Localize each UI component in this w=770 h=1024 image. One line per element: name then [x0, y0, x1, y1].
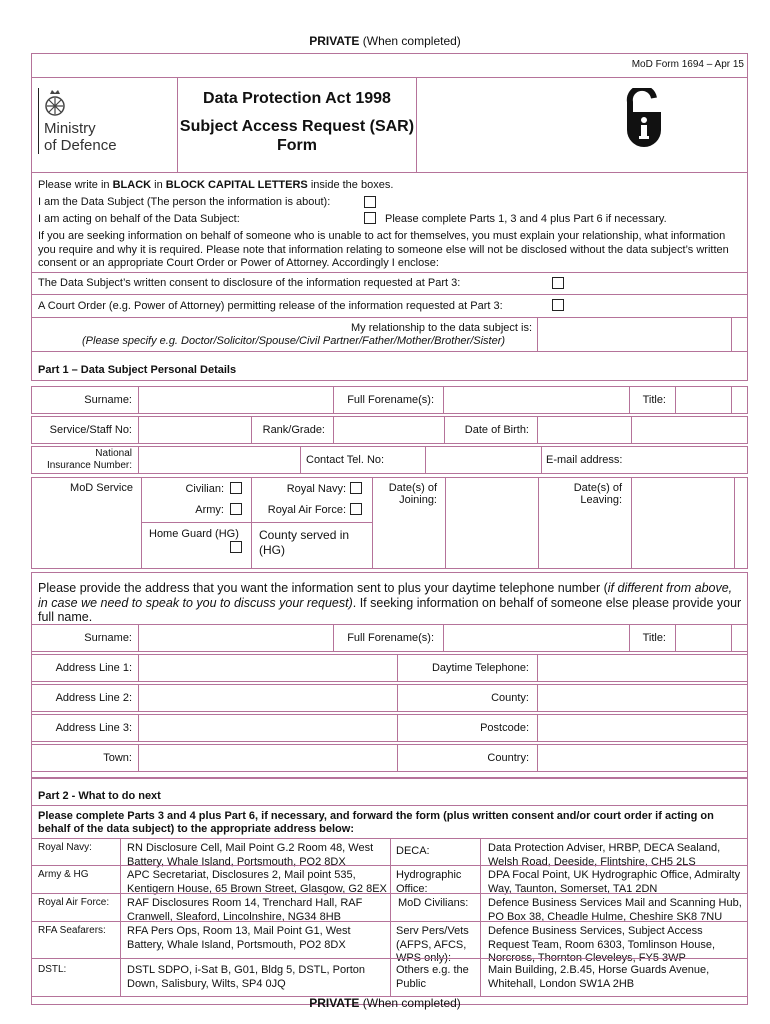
org-address: RN Disclosure Cell, Mail Point G.2 Room 48, West Battery, Whale Island, Portsmouth, PO2 8DX	[127, 842, 374, 868]
navy-checkbox[interactable]	[350, 482, 362, 494]
behalf-paragraph: If you are seeking information on behalf of someone who is unable to act for themselves, you must explain your relationship, what information you require and why it is required. Please note that information relating to someone else will not be disclosed without the data subject’s written consent or an appropriate Court Order or Power of Attorney. Accordingly I enclose:	[38, 230, 729, 269]
forenames-input[interactable]	[443, 386, 630, 414]
postcode-label: Postcode:	[480, 722, 529, 734]
org-address: APC Secretariat, Disclosures 2, Mail point 535, Kentigern House, 65 Brown Street, Glasgow, G2 8EX	[127, 869, 387, 895]
county-label: County:	[491, 692, 529, 704]
addr-line1-label: Address Line 1:	[55, 662, 132, 674]
org-label: DSTL:	[38, 964, 67, 975]
ni-label-2: Insurance Number:	[46, 460, 132, 471]
mod-service-label: MoD Service	[70, 482, 133, 494]
relationship-hint: (Please specify e.g. Doctor/Solicitor/Spouse/Civil Partner/Father/Mother/Brother/Sister)	[82, 335, 506, 347]
org-label: MoD Civilians:	[398, 897, 469, 909]
daytime-tel-label: Daytime Telephone:	[431, 662, 529, 674]
logo-rule	[38, 88, 39, 154]
title-line-2: Subject Access Request (SAR)	[179, 118, 415, 135]
addr-line2-label: Address Line 2:	[55, 692, 132, 704]
army-checkbox[interactable]	[230, 503, 242, 515]
court-order-label: A Court Order (e.g. Power of Attorney) permitting release of the information requested at Part 3:	[38, 300, 503, 312]
org-address: Data Protection Adviser, HRBP, DECA Sealand, Welsh Road, Deeside, Flintshire, CH5 2LS	[488, 842, 721, 868]
org-address: Defence Business Services Mail and Scanning Hub, PO Box 38, Cheadle Hulme, Cheshire SK8 7NU	[488, 897, 742, 923]
column-divider	[120, 838, 121, 997]
acting-on-behalf-checkbox[interactable]	[364, 212, 376, 224]
tel-input[interactable]	[425, 446, 542, 474]
acting-on-behalf-label: I am acting on behalf of the Data Subject:	[38, 213, 240, 225]
org-label: Royal Navy:	[38, 842, 92, 853]
joining-label-2: Joining:	[399, 494, 437, 506]
title-label: Title:	[642, 394, 666, 406]
addr-line2-input[interactable]	[138, 684, 398, 712]
private-marking-top: PRIVATE (When completed)	[309, 34, 461, 48]
part2-heading: Part 2 - What to do next	[38, 790, 161, 802]
home-guard-label: Home Guard (HG)	[149, 528, 239, 540]
complete-parts-note: Please complete Parts 1, 3 and 4 plus Part 6 if necessary.	[385, 213, 667, 225]
org-label: Royal Air Force:	[38, 897, 110, 908]
org-address: RFA Pers Ops, Room 13, Mail Point G1, West Battery, Whale Island, Portsmouth, PO2 8DX	[127, 925, 351, 951]
logo-text-1: Ministry	[44, 120, 96, 137]
form-ref: MoD Form 1694 – Apr 15	[631, 59, 744, 70]
county-label-1: County served in	[259, 528, 350, 542]
addr-title-label: Title:	[642, 632, 666, 644]
org-label: Serv Pers/Vets (AFPS, AFCS, WPS only):	[396, 925, 469, 964]
org-label: Others e.g. the Public	[396, 964, 469, 990]
civilian-checkbox[interactable]	[230, 482, 242, 494]
addr-forenames-input[interactable]	[443, 624, 630, 652]
service-no-label: Service/Staff No:	[49, 424, 132, 436]
column-divider	[390, 838, 391, 997]
org-address: RAF Disclosures Room 14, Trenchard Hall, RAF Cranwell, Sleaford, Lincolnshire, NG34 8HB	[127, 897, 363, 923]
addr-surname-label: Surname:	[84, 632, 132, 644]
org-label: Army & HG	[38, 869, 89, 880]
org-address: DSTL SDPO, i-Sat B, G01, Bldg 5, DSTL, Porton Down, Salisbury, Wilts, SP4 0JQ	[127, 964, 366, 990]
army-label: Army:	[195, 504, 224, 516]
address-instruction: Please provide the address that you want the information sent to plus your daytime telephone number (if different from above, in case we need to speak to you to discuss your request). If seeking information on behalf of someone else please provide your full name.	[38, 581, 742, 624]
title-line-3: Form	[277, 137, 317, 154]
country-label: Country:	[487, 752, 529, 764]
write-instruction: Please write in BLACK in BLOCK CAPITAL LETTERS inside the boxes.	[38, 179, 394, 191]
data-subject-label: I am the Data Subject (The person the information is about):	[38, 196, 331, 208]
addr-surname-input[interactable]	[138, 624, 334, 652]
org-label: RFA Seafarers:	[38, 925, 106, 936]
column-divider	[480, 838, 481, 997]
civilian-label: Civilian:	[185, 483, 224, 495]
org-label: Hydrographic Office:	[396, 869, 462, 895]
org-address: Main Building, 2.B.45, Horse Guards Avenue, Whitehall, London SW1A 2HB	[488, 964, 710, 990]
part1-heading: Part 1 – Data Subject Personal Details	[38, 364, 237, 376]
tel-label: Contact Tel. No:	[306, 454, 385, 466]
relationship-label: My relationship to the data subject is:	[351, 322, 532, 334]
forenames-label: Full Forename(s):	[347, 394, 434, 406]
email-label: E-mail address:	[546, 454, 623, 466]
addr-line3-label: Address Line 3:	[55, 722, 132, 734]
part2-instruction: Please complete Parts 3 and 4 plus Part 6, if necessary, and forward the form (plus written consent and/or court order if acting on behalf of the data subject) to the appropriate address below:	[38, 810, 714, 835]
postcode-input[interactable]	[537, 714, 748, 742]
leaving-label-2: Leaving:	[580, 494, 622, 506]
org-address: DPA Focal Point, UK Hydrographic Office, Admiralty Way, Taunton, Somerset, TA1 2DN	[488, 869, 741, 895]
private-marking-bottom: PRIVATE (When completed)	[309, 996, 461, 1010]
surname-input[interactable]	[138, 386, 334, 414]
raf-checkbox[interactable]	[350, 503, 362, 515]
dob-input[interactable]	[537, 416, 632, 444]
country-input[interactable]	[537, 744, 748, 772]
county-label-2: (HG)	[259, 543, 285, 557]
rank-input[interactable]	[333, 416, 445, 444]
consent-checkbox[interactable]	[552, 277, 564, 289]
divider	[31, 805, 748, 806]
ni-input[interactable]	[138, 446, 301, 474]
logo-text-2: of Defence	[44, 137, 117, 154]
joining-label-1: Date(s) of	[388, 482, 437, 494]
addr-title-input[interactable]	[675, 624, 732, 652]
org-label: DECA:	[396, 845, 430, 857]
dob-label: Date of Birth:	[464, 424, 529, 436]
title-line-1: Data Protection Act 1998	[203, 90, 391, 107]
joining-input[interactable]	[445, 477, 539, 569]
leaving-input[interactable]	[631, 477, 735, 569]
rank-label: Rank/Grade:	[262, 424, 325, 436]
open-padlock-info-icon	[624, 88, 664, 148]
leaving-label-1: Date(s) of	[573, 482, 622, 494]
consent-label: The Data Subject’s written consent to disclosure of the information requested at Part 3:	[38, 277, 461, 289]
title-input[interactable]	[675, 386, 732, 414]
home-guard-checkbox[interactable]	[230, 541, 242, 553]
daytime-tel-input[interactable]	[537, 654, 748, 682]
navy-label: Royal Navy:	[286, 483, 346, 495]
addr-forenames-label: Full Forename(s):	[347, 632, 434, 644]
icon-cell	[416, 77, 748, 173]
court-order-checkbox[interactable]	[552, 299, 564, 311]
county-input[interactable]	[537, 684, 748, 712]
org-address: Defence Business Services, Subject Access Request Team, Room 6303, Tomlinson House, Norcross, Thornton Cleveleys, FY5 3WP	[488, 925, 716, 964]
town-input[interactable]	[138, 744, 398, 772]
service-no-input[interactable]	[138, 416, 252, 444]
addr-line3-input[interactable]	[138, 714, 398, 742]
addr-line1-input[interactable]	[138, 654, 398, 682]
raf-label: Royal Air Force:	[267, 504, 346, 516]
relationship-input[interactable]	[537, 317, 732, 352]
surname-label: Surname:	[84, 394, 132, 406]
data-subject-checkbox[interactable]	[364, 196, 376, 208]
town-label: Town:	[103, 752, 132, 764]
crest-icon	[44, 88, 66, 118]
ni-label-1: National	[95, 448, 132, 459]
